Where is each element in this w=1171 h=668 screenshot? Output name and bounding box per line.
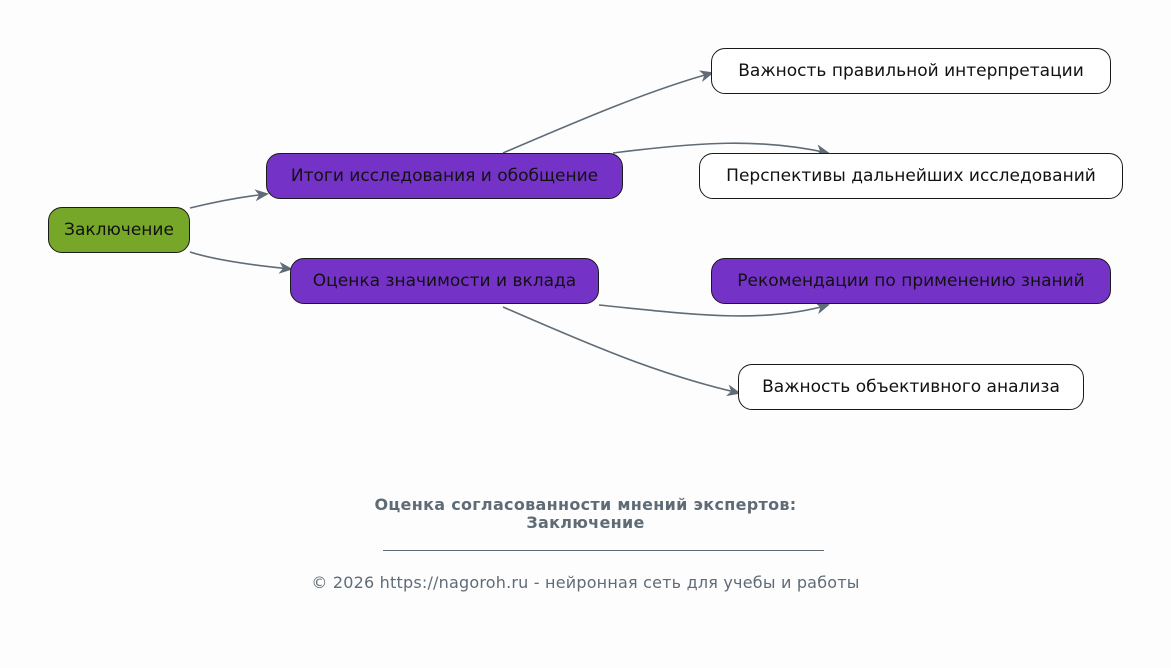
edge-significance-to-objective — [503, 307, 739, 393]
edge-summary-to-prospects — [613, 143, 828, 153]
edge-root-to-significance — [190, 252, 291, 269]
footer-title — [0, 496, 1171, 532]
node-recommendations: Рекомендации по применению знаний — [711, 258, 1111, 304]
footer-title-line2: Заключение — [526, 513, 645, 532]
footer-divider — [383, 550, 824, 551]
node-conclusion: Заключение — [48, 207, 190, 253]
node-significance: Оценка значимости и вклада — [290, 258, 599, 304]
edge-summary-to-interpretation — [503, 73, 712, 153]
node-prospects: Перспективы дальнейших исследований — [699, 153, 1123, 199]
node-objective-analysis: Важность объективного анализа — [738, 364, 1084, 410]
footer-copyright: © 2026 https://nagoroh.ru - нейронная сеть для учебы и работы — [311, 573, 860, 592]
node-summary: Итоги исследования и обобщение — [266, 153, 623, 199]
footer-title-line1: Оценка согласованности мнений экспертов: — [374, 495, 797, 514]
edge-significance-to-recommendations — [599, 305, 828, 316]
edge-root-to-summary — [190, 194, 267, 208]
node-interpretation: Важность правильной интерпретации — [711, 48, 1111, 94]
